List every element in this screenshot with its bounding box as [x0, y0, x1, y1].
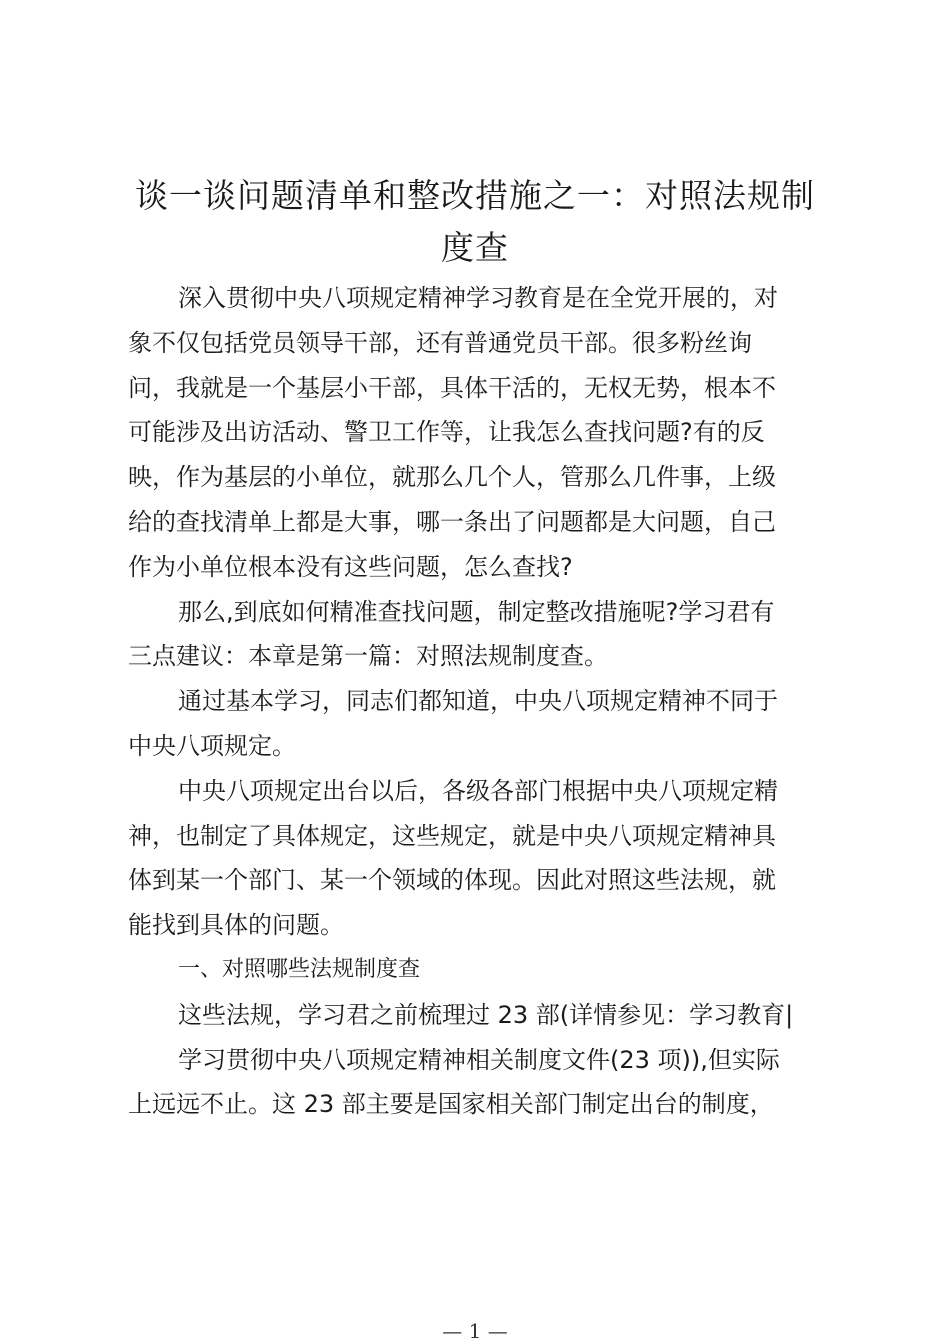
paragraph-line: 映，作为基层的小单位，就那么几个人，管那么几件事，上级 [128, 463, 776, 492]
paragraph-line: 体到某一个部门、某一个领域的体现。因此对照这些法规，就 [128, 866, 776, 895]
page-number: — 1 — [442, 1319, 508, 1343]
paragraph-line: 能找到具体的问题。 [128, 911, 344, 940]
paragraph-line: 中央八项规定。 [128, 731, 296, 760]
paragraph-line: 学习贯彻中央八项规定精神相关制度文件(23 项)),但实际 [178, 1045, 780, 1074]
paragraph-line: 深入贯彻中央八项规定精神学习教育是在全党开展的，对 [178, 284, 778, 312]
paragraph-line: 中央八项规定出台以后，各级各部门根据中央八项规定精 [178, 776, 778, 805]
paragraph-line: 三点建议：本章是第一篇：对照法规制度查。 [128, 642, 608, 671]
title-line-1: 谈一谈问题清单和整改措施之一：对照法规制 [135, 176, 815, 215]
paragraph-line: 象不仅包括党员领导干部，还有普通党员干部。很多粉丝询 [128, 328, 752, 357]
document-title [110, 170, 840, 274]
paragraph-line: 可能涉及出访活动、警卫工作等，让我怎么查找问题?有的反 [128, 418, 765, 447]
paragraph-line: 神，也制定了具体规定，这些规定，就是中央八项规定精神具 [128, 821, 776, 850]
paragraph-line: 作为小单位根本没有这些问题，怎么查找? [128, 552, 573, 581]
title-line-2: 度查 [441, 228, 509, 267]
paragraph-line: 给的查找清单上都是大事，哪一条出了问题都是大问题，自己 [128, 507, 776, 536]
paragraph-line: 上远远不止。这 23 部主要是国家相关部门制定出台的制度， [128, 1090, 774, 1119]
section-heading: 一、对照哪些法规制度查 [178, 956, 421, 982]
paragraph-line: 通过基本学习，同志们都知道，中央八项规定精神不同于 [178, 687, 778, 716]
paragraph-line: 那么,到底如何精准查找问题，制定整改措施呢?学习君有 [178, 597, 775, 626]
document-body [128, 276, 828, 1127]
paragraph-line: 问，我就是一个基层小干部，具体干活的，无权无势，根本不 [128, 373, 776, 402]
paragraph-line: 这些法规，学习君之前梳理过 23 部(详情参见：学习教育| [178, 1000, 794, 1029]
